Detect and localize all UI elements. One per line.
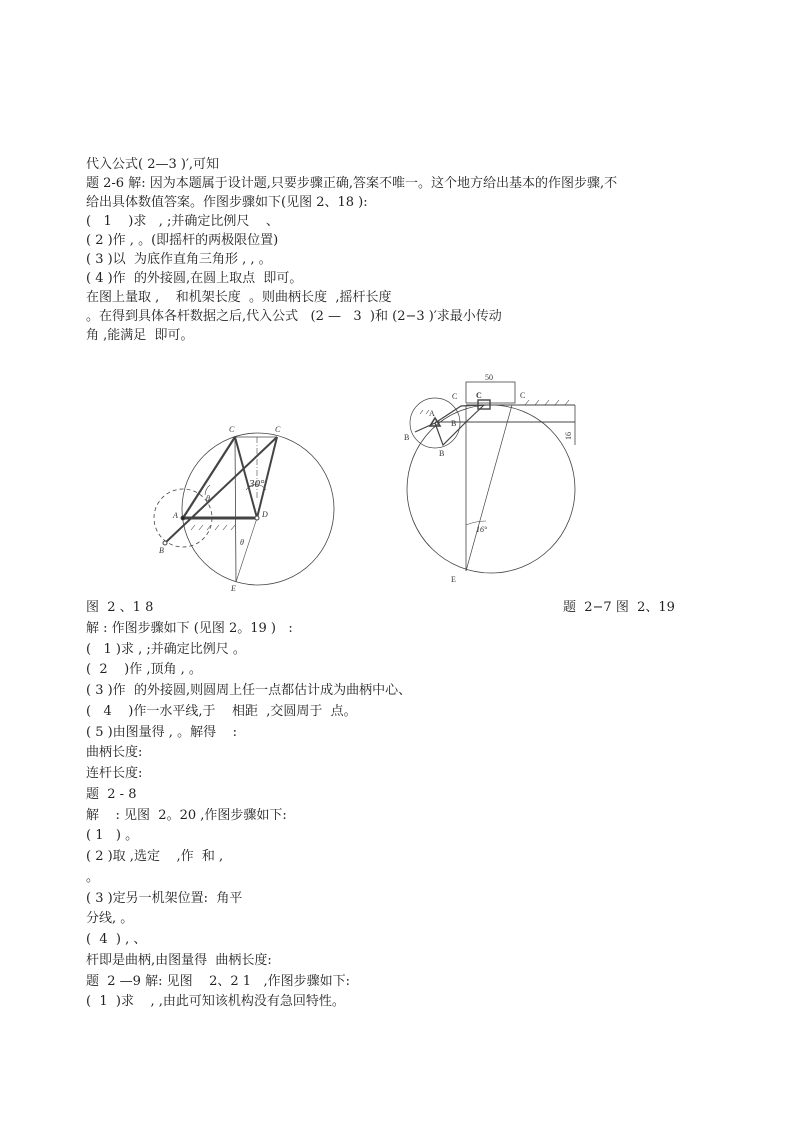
text-line: ( 3 )作 的外接圆,则圆周上任一点都估计成为曲柄中心、 bbox=[86, 683, 412, 698]
text-line: 连杆长度: bbox=[86, 766, 143, 781]
text-line: 解 : 作图步骤如下 (见图 2。19 ) : bbox=[86, 621, 293, 636]
text-line: 分线, 。 bbox=[86, 911, 134, 926]
text-line: ( 1 )求 , ;并确定比例尺 。 bbox=[86, 642, 246, 657]
text-line: ( 2 )作 , 。(即摇杆的两极限位置) bbox=[86, 233, 279, 248]
text-line: 曲柄长度: bbox=[86, 745, 143, 760]
label-angle: 16° bbox=[476, 525, 488, 534]
figure-2-18 bbox=[154, 425, 334, 593]
figure-2-19 bbox=[404, 373, 575, 584]
label-theta: θ bbox=[240, 538, 244, 547]
text-line: 题 2-6 解: 因为本题属于设计题,只要步骤正确,答案不唯一。这个地方给出基本的作图步骤,不 bbox=[86, 176, 618, 191]
text-line: ( 1 ) 。 bbox=[86, 828, 139, 843]
text-line: 解 : 见图 2。20 ,作图步骤如下: bbox=[86, 808, 287, 823]
text-line: 。在得到具体各杆数据之后,代入公式 (2 — 3 )和 (2−3 )′求最小传动 bbox=[86, 309, 502, 324]
label-c1: C bbox=[452, 392, 458, 401]
label-d: D bbox=[262, 510, 268, 519]
label-dim-16: 16 bbox=[564, 432, 573, 440]
text-line: 给出具体数值答案。作图步骤如下(见图 2、18 ): bbox=[86, 195, 368, 210]
label-a: A bbox=[429, 409, 435, 418]
label-a: A bbox=[173, 511, 178, 520]
label-b: B bbox=[159, 546, 164, 555]
text-line: ( 4 )作一水平线,于 相距 ,交圆周于 点。 bbox=[86, 704, 357, 719]
text-line: ( 1 )求 , ;并确定比例尺 、 bbox=[86, 214, 279, 229]
text-line: ( 3 )以 为底作直角三角形 , , 。 bbox=[86, 252, 272, 267]
label-c2: C bbox=[520, 391, 526, 400]
text-line: 在图上量取 , 和机架长度 。则曲柄长度 ,摇杆长度 bbox=[86, 290, 392, 305]
label-angle: 30° bbox=[249, 478, 265, 490]
figure-caption-2-18: 图 2 、1 8 bbox=[86, 600, 154, 615]
label-c1: C bbox=[229, 425, 235, 434]
label-b: B bbox=[439, 449, 445, 458]
label-c: C bbox=[476, 391, 482, 400]
label-b2: B bbox=[451, 419, 457, 428]
label-theta: θ bbox=[206, 494, 210, 503]
text-line: 代入公式( 2—3 )′,可知 bbox=[86, 157, 220, 172]
label-c2: C bbox=[275, 425, 281, 434]
label-b1: B bbox=[404, 433, 410, 442]
text-line: 。 bbox=[86, 870, 100, 885]
text-line: ( 3 )定另一机架位置: 角平 bbox=[86, 891, 243, 906]
text-line: ( 5 )由图量得 , 。解得 : bbox=[86, 725, 237, 740]
label-e: E bbox=[231, 584, 236, 593]
label-e: E bbox=[451, 575, 456, 584]
text-line: 杆即是曲柄,由图量得 曲柄长度: bbox=[86, 953, 272, 968]
label-dim-50: 50 bbox=[485, 373, 493, 382]
text-line: 题 2 - 8 bbox=[86, 787, 137, 802]
text-line: ( 4 ) , 、 bbox=[86, 932, 147, 947]
text-line: ( 2 )取 ,选定 ,作 和 , bbox=[86, 849, 224, 864]
text-line: ( 1 )求 , ,由此可知该机构没有急回特性。 bbox=[86, 994, 345, 1009]
text-line: 角 ,能满足 即可。 bbox=[86, 328, 194, 343]
text-line: ( 2 )作 ,顶角 , 。 bbox=[86, 662, 202, 677]
text-line: 题 2 —9 解: 见图 2、2 1 ,作图步骤如下: bbox=[86, 974, 350, 989]
figure-caption-2-19: 题 2−7 图 2、19 bbox=[563, 600, 675, 615]
text-line: ( 4 )作 的外接圆,在圆上取点 即可。 bbox=[86, 271, 303, 286]
